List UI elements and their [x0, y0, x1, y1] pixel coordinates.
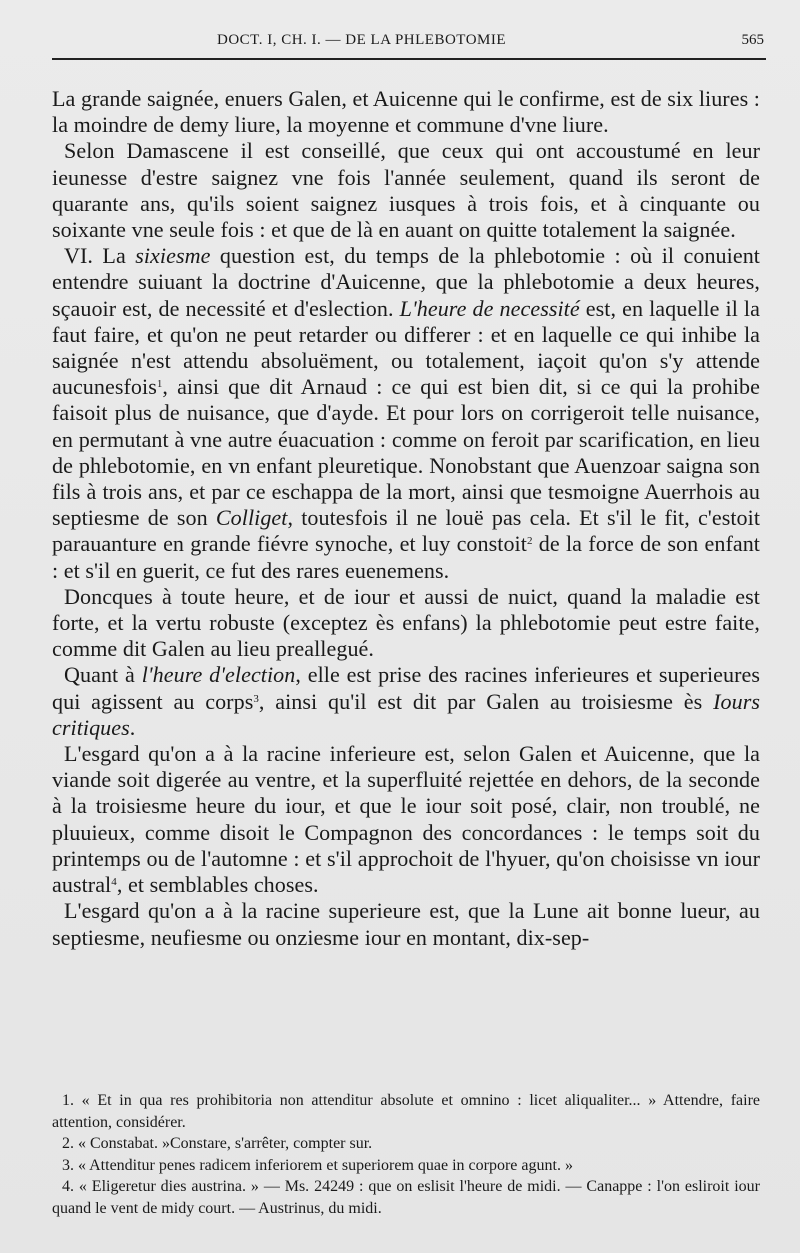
- paragraph: [52, 584, 760, 663]
- emphasized-text: Colliget: [215, 505, 288, 531]
- text-run: est, en laquelle il la faut faire, et qu'on ne peut retarder ou differer : et en laquelle ce qui inhibe la saignée n'est attendu absoluëment, ou totalement, iaçoit qu'on s'y attende aucunesfois: [52, 295, 760, 400]
- page-number: 565: [741, 32, 764, 48]
- footnote-marker: 2: [526, 535, 533, 548]
- emphasized-text: l'heure d'election: [141, 662, 296, 688]
- paragraph: [52, 138, 760, 243]
- footnote: 3. « Attenditur penes radicem inferiorem et superiorem quae in corpore agunt. »: [62, 1156, 573, 1174]
- text-run: L'esgard qu'on a à la racine superieure est, que la Lune ait bonne lueur, au septiesme, neufiesme ou onziesme iour en montant, dix-sep-: [52, 898, 760, 950]
- footnote: 4. « Eligeretur dies austrina. » — Ms. 24249 : que on eslisit l'heure de midi. — Canappe : l'on esliroit iour quand le vent de midy court. — Austrinus, du midi.: [52, 1178, 760, 1217]
- text-run: question est, du temps de la phlebotomie : où il conuient entendre suiuant la doctrine d'Auicenne, que la phlebotomie a deux heures, sçauoir est, de necessité et d'eslection.: [52, 243, 760, 321]
- text-run: .: [129, 714, 136, 740]
- footnotes: [52, 1090, 760, 1219]
- paragraph: [52, 662, 760, 741]
- text-run: Quant à: [64, 662, 142, 688]
- emphasized-text: L'heure de necessité: [399, 295, 580, 321]
- text-run: VI. La: [64, 243, 136, 269]
- paragraph: [52, 741, 760, 898]
- footnote-marker: 1: [156, 378, 163, 391]
- text-run: La grande saignée, enuers Galen, et Auicenne qui le confirme, est de six liures : la moindre de demy liure, la moyenne et commune d'vne liure.: [52, 86, 760, 138]
- text-run: , toutesfois il ne louë pas cela. Et s'il le fit, c'estoit parauanture en grande fiévre synoche, et luy constoit: [52, 505, 761, 557]
- text-run: , et semblables choses.: [116, 872, 319, 898]
- paragraph: [52, 898, 760, 950]
- emphasized-text: sixiesme: [135, 243, 211, 269]
- footnote: 2. « Constabat. »Constare, s'arrêter, compter sur.: [62, 1135, 373, 1152]
- text-run: , ainsi que dit Arnaud : ce qui est bien dit, si ce qui la prohibe faisoit plus de nuisance, que d'ayde. Et pour lors on corrigeroit telle nuisance, en permutant à vne autre éuacuation : comme on feroit par scarification, en lieu de phlebotomie, en vn enfant pleuretique. Nonobstant que Auenzoar saigna son fils à trois ans, et par ce eschappa de la mort, ainsi que tesmoigne Auerrhois au septiesme de son: [52, 374, 760, 531]
- paragraph: [52, 243, 760, 584]
- page-header: [52, 22, 766, 60]
- text-run: , ainsi qu'il est dit par Galen au troisiesme ès: [258, 688, 714, 714]
- text-run: , elle est prise des racines inferieures et superieures qui agissent au corps: [52, 662, 760, 714]
- footnote: 1. « Et in qua res prohibitoria non attenditur absolute et omnino : licet aliqualiter... » Attendre, faire attention, considérer.: [52, 1092, 760, 1131]
- footnote-marker: 3: [253, 692, 259, 705]
- text-run: Selon Damascene il est conseillé, que ceux qui ont accoustumé en leur ieunesse d'estre saignez vne fois l'année seulement, quand ils seront de quarante ans, qu'ils soient saignez iusques à trois fois, et à cinquante ou soixante vne seule fois : et que de là en auant on quitte totalement la saignée.: [52, 138, 760, 243]
- text-run: Doncques à toute heure, et de iour et aussi de nuict, quand la maladie est forte, et la vertu robuste (exceptez ès enfans) la phlebotomie peut estre faite, comme dit Galen au lieu preallegué.: [52, 583, 760, 662]
- emphasized-text: Iours critiques: [52, 688, 760, 740]
- text-run: de la force de son enfant : et s'il en guerit, ce fut des rares euenemens.: [52, 531, 760, 583]
- paragraph: [52, 86, 760, 138]
- main-text: [52, 86, 760, 951]
- footnote-marker: 4: [111, 876, 117, 889]
- running-head: DOCT. I, CH. I. — DE LA PHLEBOTOMIE: [217, 32, 507, 48]
- text-run: L'esgard qu'on a à la racine inferieure est, selon Galen et Auicenne, que la viande soit digerée au ventre, et la superfluité rejettée en dehors, de la seconde à la troisiesme heure du iour, et que le iour soit posé, clair, non troublé, ne pluuieux, comme disoit le Compagnon des concordances : le temps soit du printemps ou de l'automne : et s'il approchoit de l'hyuer, qu'on choisisse vn iour austral: [52, 741, 760, 898]
